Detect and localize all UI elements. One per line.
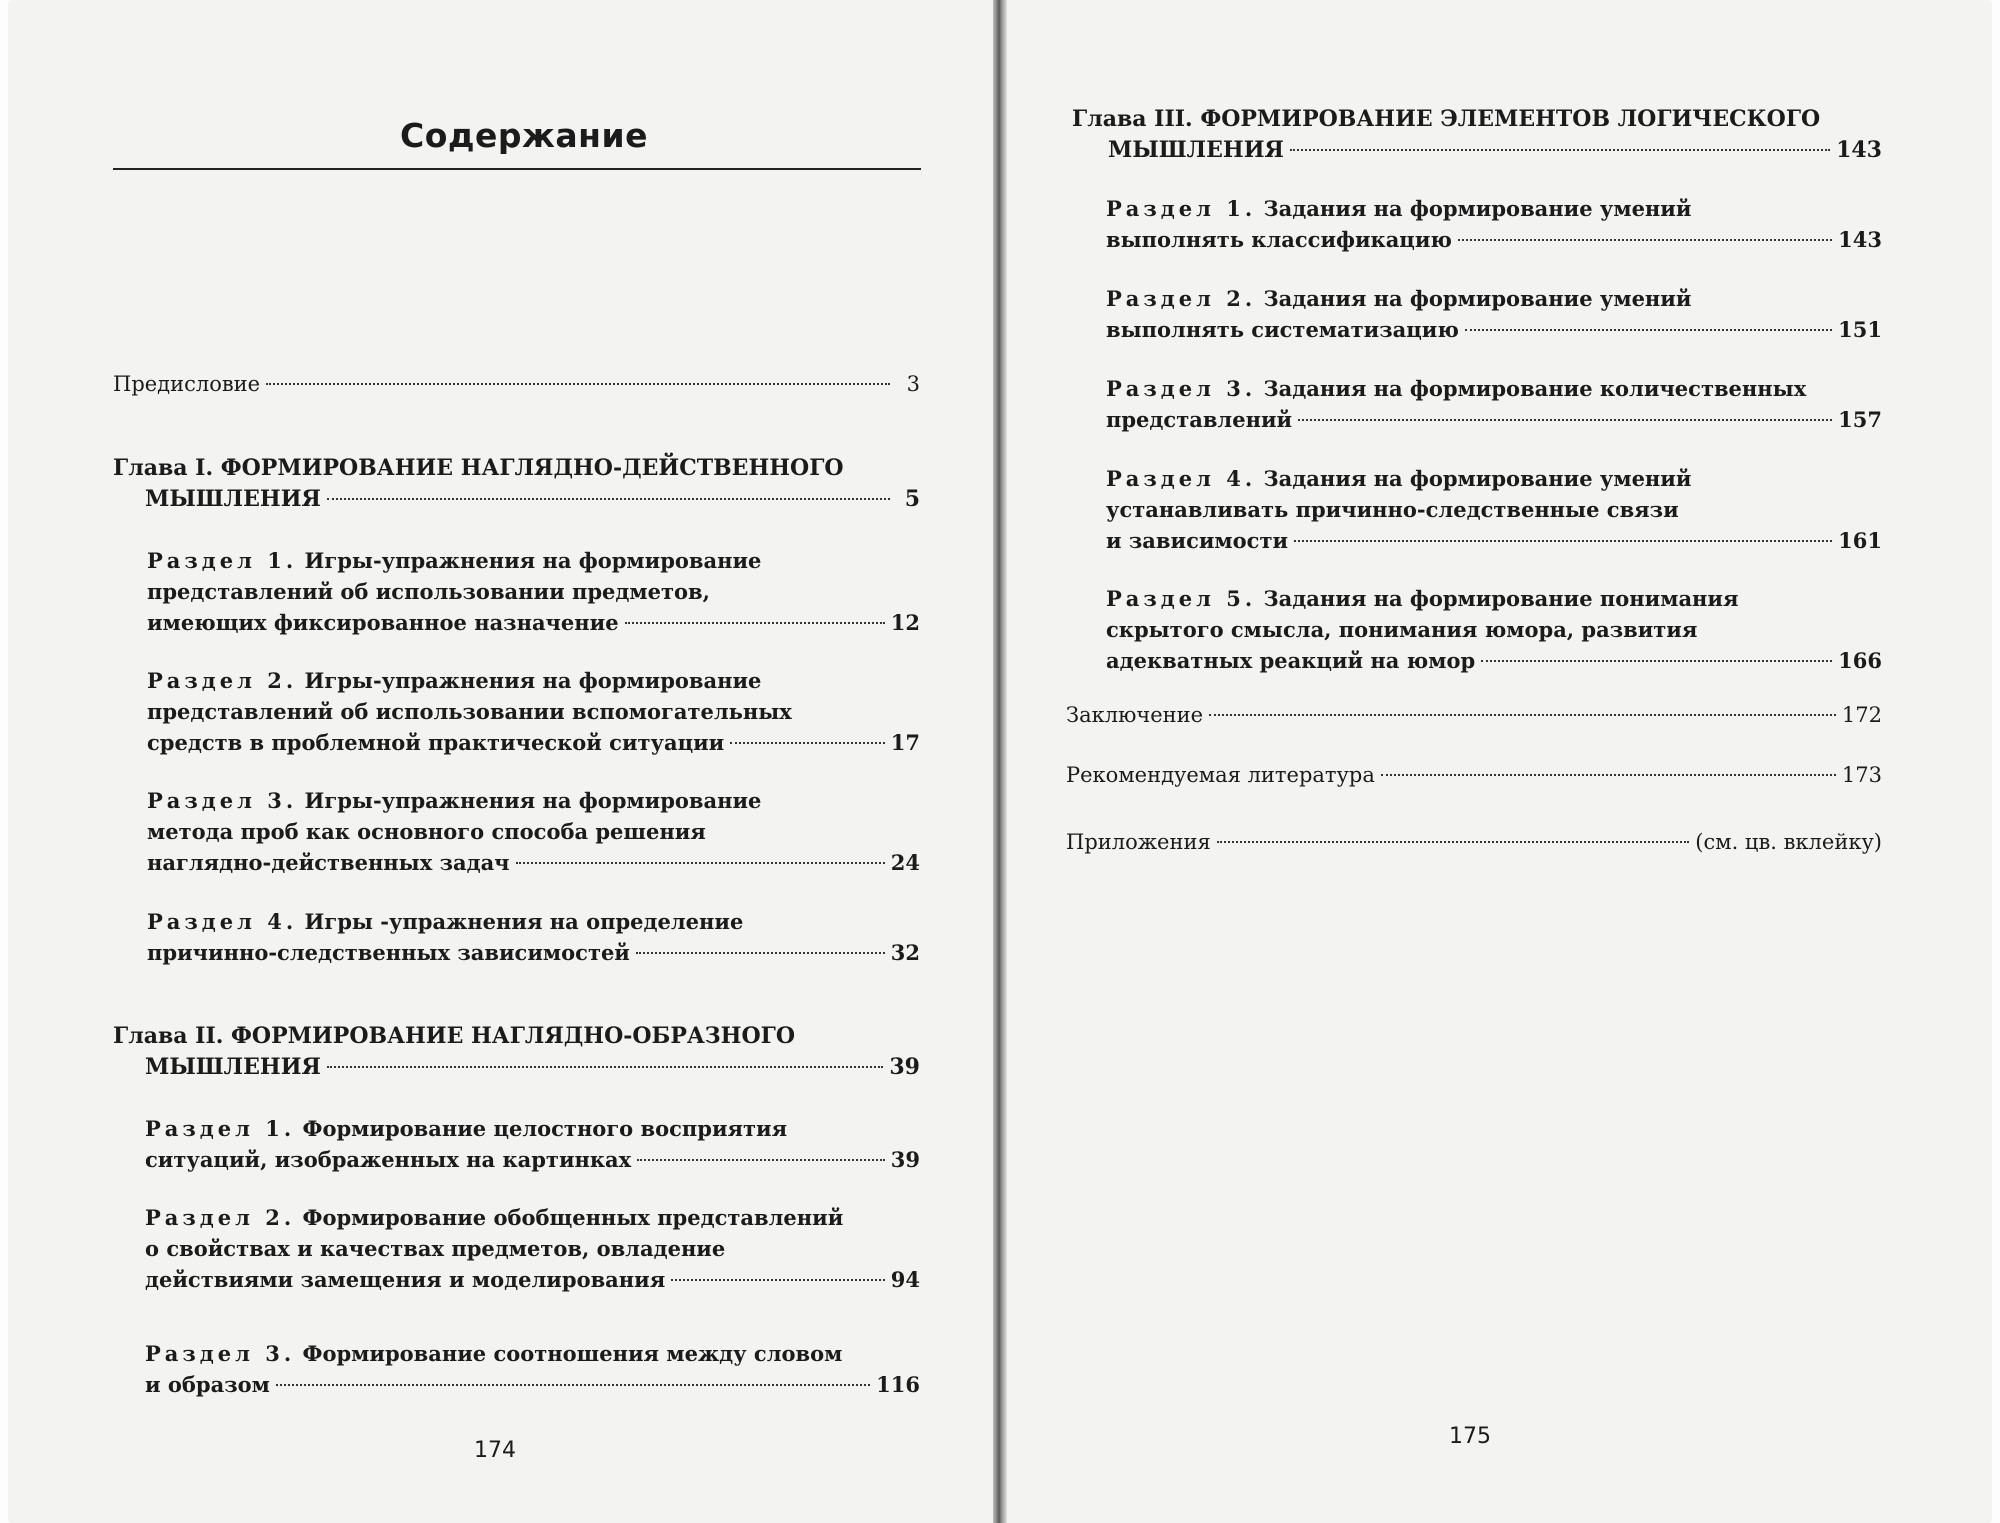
toc-section-1-1: Раздел 1. Игры-упражнения на формирование представлений об использовании предметов, имеющих фиксированное назначение 12 [147,548,920,635]
toc-section-1-2: Раздел 2. Игры-упражнения на формирование представлений об использовании вспомогательных средств в проблемной практической ситуации 17 [147,668,920,755]
toc-section-3-5: Раздел 5. Задания на формирование понимания скрытого смысла, понимания юмора, развития адекватных реакций на юмор 166 [1106,586,1882,673]
toc-section-2-1: Раздел 1. Формирование целостного восприятия ситуаций, изображенных на картинках 39 [145,1116,920,1172]
toc-section-3-2: Раздел 2. Задания на формирование умений выполнять систематизацию 151 [1106,286,1882,342]
book-spine [993,0,1007,1523]
page-title: Содержание [400,116,648,155]
title-rule [113,168,921,170]
toc-section-1-3: Раздел 3. Игры-упражнения на формирование метода проб как основного способа решения наглядно-действенных задач 24 [147,788,920,875]
toc-section-1-4: Раздел 4. Игры -упражнения на определение причинно-следственных зависимостей 32 [147,909,920,965]
toc-chapter-3: Глава III. ФОРМИРОВАНИЕ ЭЛЕМЕНТОВ ЛОГИЧЕСКОГО МЫШЛЕНИЯ 143 [1072,106,1882,163]
toc-section-2-3: Раздел 3. Формирование соотношения между словом и образом 116 [145,1341,920,1397]
toc-chapter-2: Глава II. ФОРМИРОВАНИЕ НАГЛЯДНО-ОБРАЗНОГО МЫШЛЕНИЯ 39 [113,1023,920,1080]
toc-entry-preface: Предисловие 3 [113,372,920,396]
toc-entry-literature: Рекомендуемая литература 173 [1066,763,1882,787]
page-number-right: 175 [1449,1424,1491,1449]
toc-section-2-2: Раздел 2. Формирование обобщенных представлений о свойствах и качествах предметов, овладение действиями замещения и моделирования 94 [145,1205,920,1292]
toc-entry-conclusion: Заключение 172 [1066,703,1882,727]
toc-entry-appendices: Приложения (см. цв. вклейку) [1066,830,1882,854]
toc-section-3-3: Раздел 3. Задания на формирование количественных представлений 157 [1106,376,1882,432]
toc-section-3-1: Раздел 1. Задания на формирование умений выполнять классификацию 143 [1106,196,1882,252]
toc-chapter-1: Глава I. ФОРМИРОВАНИЕ НАГЛЯДНО-ДЕЙСТВЕННОГО МЫШЛЕНИЯ 5 [113,455,920,512]
page-number-left: 174 [474,1438,516,1463]
toc-section-3-4: Раздел 4. Задания на формирование умений устанавливать причинно-следственные связи и зависимости 161 [1106,466,1882,553]
